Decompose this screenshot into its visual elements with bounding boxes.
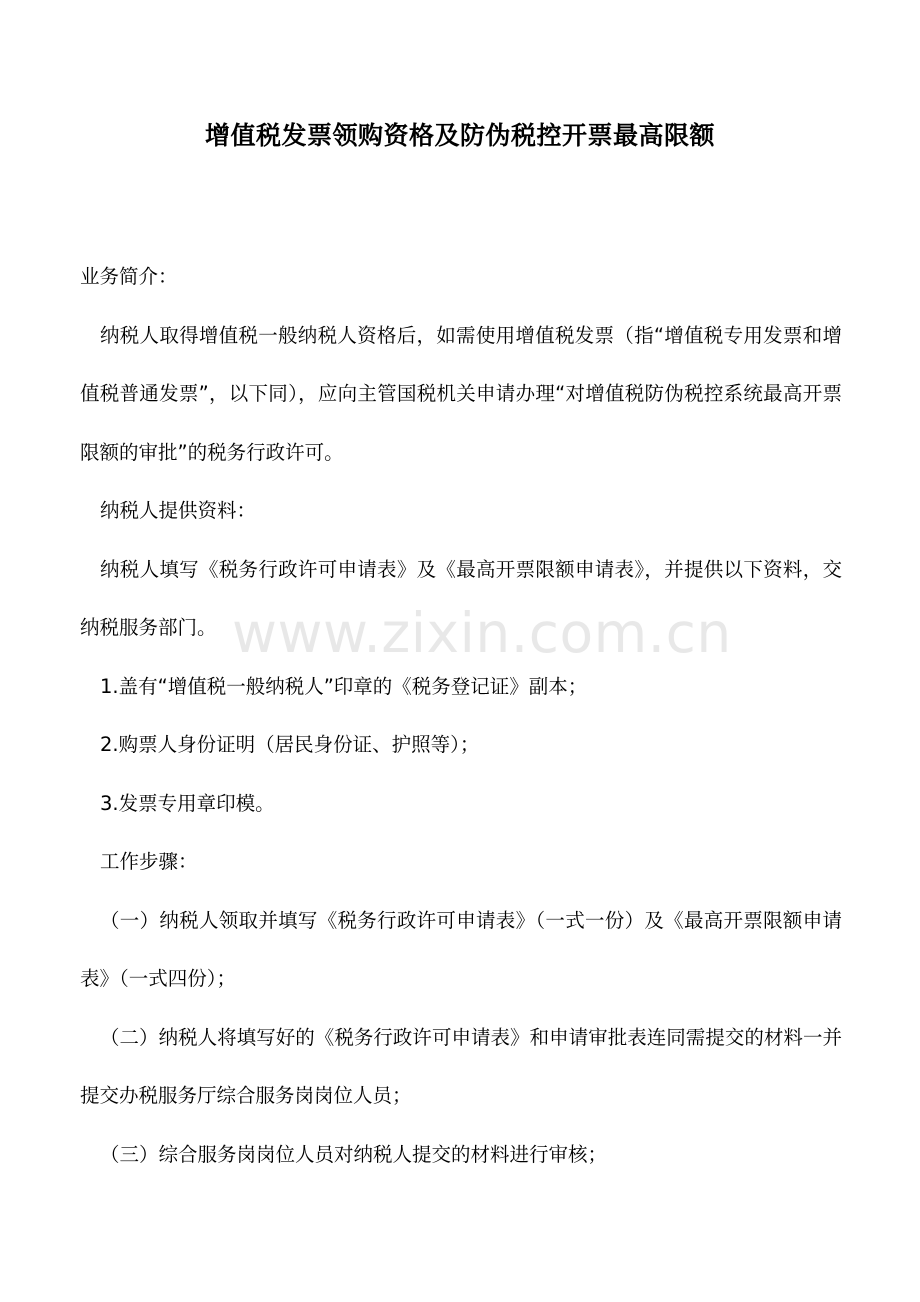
- list-item-material-2: 2.购票人身份证明（居民身份证、护照等）；: [100, 733, 480, 756]
- section-heading-steps: 工作步骤：: [100, 850, 198, 873]
- section-heading-materials: 纳税人提供资料：: [100, 499, 257, 522]
- paragraph-materials: 纳税人填写《税务行政许可申请表》及《最高开票限额申请表》，并提供以下资料，交纳税服务部门。: [80, 557, 842, 639]
- document-body: [80, 248, 842, 1184]
- list-item-step-3: （三）综合服务岗岗位人员对纳税人提交的材料进行审核；: [100, 1142, 608, 1166]
- document-title: 增值税发票领购资格及防伪税控开票最高限额: [204, 121, 715, 150]
- paragraph-intro: 纳税人取得增值税一般纳税人资格后，如需使用增值税发票（指“增值税专用发票和增值税普通发票”，以下同），应向主管国税机关申请办理“对增值税防伪税控系统最高开票限额的审批”的税务行政许可。: [80, 323, 842, 464]
- list-item-material-1: 1.盖有“增值税一般纳税人”印章的《税务登记证》副本；: [100, 674, 588, 698]
- list-item-step-2: （二）纳税人将填写好的《税务行政许可申请表》和申请审批表连同需提交的材料一并提交办税服务厅综合服务岗岗位人员；: [80, 1025, 842, 1107]
- section-heading-intro: 业务简介：: [80, 265, 178, 288]
- watermark-text: www.zixin.com.cn: [232, 601, 732, 665]
- list-item-material-3: 3.发票专用章印模。: [100, 791, 275, 815]
- list-item-step-1: （一）纳税人领取并填写《税务行政许可申请表》（一式一份）及《最高开票限额申请表》（一式四份）；: [80, 908, 842, 990]
